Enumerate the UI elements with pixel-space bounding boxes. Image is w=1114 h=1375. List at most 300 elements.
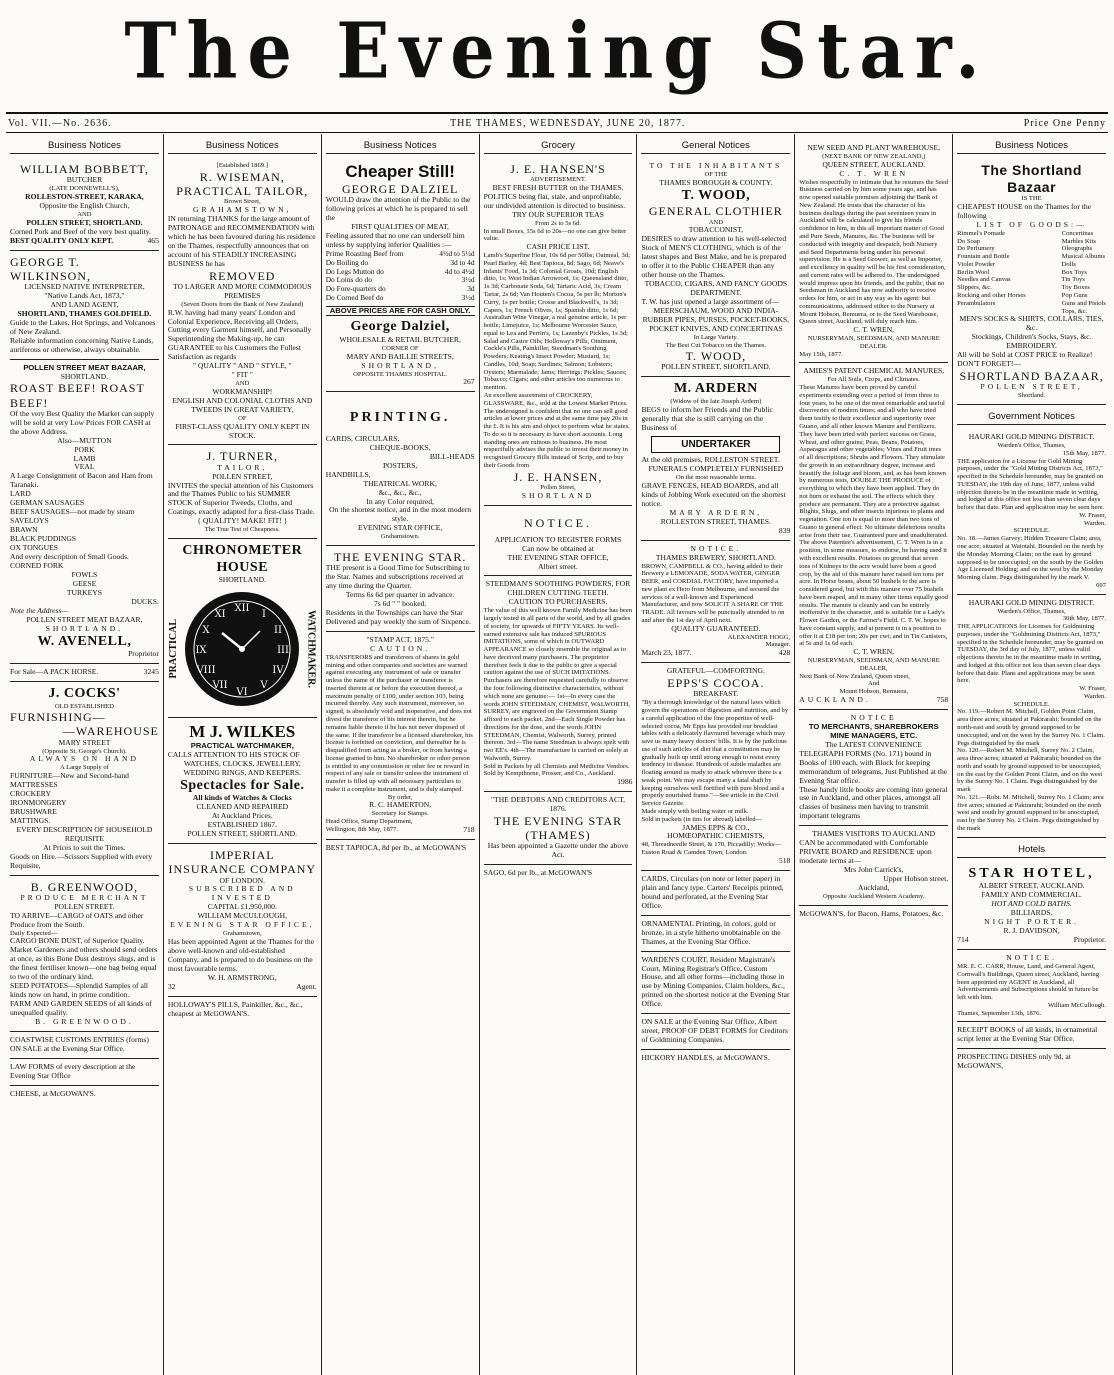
advert-meat-bazaar [10,360,159,665]
advert-sago: SAGO, 6d per lb., at McGOWAN'S [483,868,593,878]
advert-imperial-insurance [168,844,317,997]
advert-title: CHRONOMETER HOUSE [182,543,303,575]
advert-name: GEORGE DALZIEL [341,182,459,197]
quality-line: { QUALITY! MAKE! FIT! } [197,516,288,526]
advert-wiseman [168,158,317,445]
list-item: Toy Boxes [1061,284,1090,292]
advert-line: These handy little books are coming into general use in Auckland, and other places, amongst all classes of business men having to transmit important telegrams [799,784,948,821]
advert-line: By order, [387,793,413,801]
column-5 [637,134,795,1375]
advert-body: These Manures have been proved by careful experiments extending over a period of from three to four years, to be one of the most remarkable and useful discoveries of modern times; and all who have tried them testify to their excellence and superiority over Guano, and all other known Manure and Fertilizers. They have been tried with perfect success on Grass, Wheat, and other grains; Peas, Beans, Potatoes, Asparagus and other vegetables; Vines and Fruit trees of all descriptions; Shrubs and Flowers. They stimulate the growth in an extraordinary degree, increase and beautify the foliage and bloom, and, as has been known by numerous tests, DOUBLE THE PRODUCE of everything to which they have been applied. They do not burn or exhaust the soil. The effects which they produce are permanent. They are a protective against Blights, Slugs, and other insects injurious to plants and vegetation. One ton is equal to more than two tons of Guano in general effect. No ultimate deleterious results arise from their use. Guaranteed pure and unadulterated. The above Patentee's advertisement, C. T. Wren is in a position, in some measure, to endorse, he having used it with excellent results. Potatoes on ground that seven tons of Kidneys to the acre would have been a good crop, by the aid of this manure have raised ten tons per acre. In Horse beans, about 50 bushels to the acre is considered good, but with this manure over 75 bushels have been reaped, and in many other items equally good results. The manure is cleanly and can be entirely inoffensive in the character, and is suitable for a Lady's Flower Garden, or the Farmer's Field. C. T. W. hopes to have constant supply, and at present is in a position to offer it at £18 per ton; 20s per cwt; and in Tin Canisters, at 5s and 1s 6d each. [799,384,948,648]
advert-line: OLD ESTABLISHED [54,702,114,710]
advert-name: M. ARDERN [673,381,758,397]
list-item: THEATRICAL WORK, [363,478,437,488]
advert-line: WATCHMAKER. [305,610,317,688]
advert-signature: C. T. WREN, [853,647,895,657]
advert-line: Auckland, [858,883,890,893]
svg-text:XII: XII [234,603,250,615]
advert-line: SHORTLAND. [60,371,109,381]
advert-line: FAMILY AND COMMERCIAL. [981,890,1082,900]
advert-name: STAR HOTEL, [968,865,1095,881]
list-item: TURKEYS [66,587,102,597]
advert-title: NOTICE. [524,515,592,530]
advert-line: GRAVE FENCES, HEAD BOARDS, and all kinds of Jobbing Work executed on the shortest notice. [641,481,786,508]
advert-number: 32 [167,981,176,991]
advert-line: (NEXT BANK OF NEW ZEALAND,) [822,152,926,160]
advert-name: WILLIAM McCULLOUGH, [197,911,287,921]
column-3 [322,134,480,1375]
advert-line: Daily Expected— [10,929,58,937]
advert-line: Sold in packets (in tins for abroad) labelled— [641,815,763,823]
advert-line: BILLIARDS. [1010,908,1053,918]
list-item: Also—MUTTON [57,435,112,445]
advert-line: MARY AND BAILLIE STREETS, [346,351,454,361]
advert-line: Made simply with boiling water or milk. [641,807,749,815]
advert-title: NEW SEED AND PLANT WAREHOUSE, [807,143,941,152]
advert-line: POLLEN STREET MEAT BAZAAR, [26,614,143,624]
advert-line: Warden. [1084,519,1107,527]
advert-line: WOULD draw the attention of the Public to the following prices at which he is prepared to sell the [325,195,471,223]
undertaker-box: UNDERTAKER [651,436,780,454]
advert-number: 758 [936,694,949,704]
advert-line: Upper Hobson street, [883,874,949,884]
advert-line: (LATE DONNEWELL'S), [49,185,120,193]
price: Price One Penny [1023,117,1106,129]
advert-line: QUEEN STREET, AUCKLAND. [822,159,926,169]
advert-line: EVERY DESCRIPTION OF HOUSEHOLD REQUISITE [16,824,153,843]
advert-line: Guide to the Lakes, Hot Springs, and Volcanoes of New Zealand. [10,317,156,336]
advert-wilkinson [10,251,159,360]
advert-hansen [484,158,633,505]
advert-line: LICENSED NATIVE INTERPRETER, [24,281,145,291]
advert-line: SHORTLAND, THAMES GOLDFIELD. [17,308,152,318]
advert-line: TOBACCO, CIGARS, AND FANCY GOODS DEPARTMENT. [644,279,788,297]
advert-line: AND [235,380,250,388]
advert-line: T. W. has just opened a large assortment of— [641,296,780,306]
advert-line: Thames, September 13th, 1876. [957,1009,1042,1017]
advert-line: Grahamstown. [380,533,420,541]
advert-line: Has been appointed Agent at the Thames for the above well-known and old-established Company, and is prepared to do business on the most favourable terms. [167,936,315,973]
list-item: Concertinas [1061,229,1094,237]
advert-line: Market Gardeners and others should send orders at once, as this Bone Dust destroys slugs, and is the finest fertiliser known—one bag being equal to two of the ordinary kind. [10,945,158,982]
advert-line: Opposite the English Church, [39,201,130,211]
advert-proof-of-debt: ON SALE at the Evening Star Office, Albert street, PROOF OF DEBT FORMS for Creditors of Goldmining Companies. [641,1014,790,1050]
advert-line: MARY STREET [58,737,111,747]
advert-trade: PRACTICAL WATCHMAKER, [190,741,294,751]
advert-line: WATCHES, CLOCKS, JEWELLERY, WEDDING RINGS, AND KEEPERS. [183,759,302,777]
svg-text:VIII: VIII [196,665,216,677]
svg-text:IV: IV [272,665,284,677]
advert-line: ABOVE PRICES ARE FOR CASH ONLY. [326,306,475,317]
schedule-item: No. 18.—James Garvey; Hidden Treasure Claim; area, one acre; situated at Waiotahi. Bounded on the north by the Monday Morning Claim; on the east by ground supposed to be unoccupied; on the south by the Golden Age Licensed Holding; and on the west by the Monday Morning claim. Pegs distinguished by the mark V. [957,535,1104,582]
list-item: CROCKERY [10,788,51,798]
goods-list-left [957,230,1026,315]
advert-line: THAMES BOROUGH & COUNTY. [659,177,773,187]
advert-line: SHORTLAND, [361,360,439,370]
advert-trade: TAILOR, [217,462,268,472]
advert-line: DON'T FORGET!— [957,359,1022,369]
advert-title: HAURAKI GOLD MINING DISTRICT. [968,432,1095,442]
advert-line: At the old premises, ROLLESTON STREET. [641,455,780,465]
advert-line: FIRST-CLASS QUALITY ONLY KEPT IN STOCK. [175,421,310,440]
advert-line: THE present is a Good Time for Subscribing to the Star. Names and subscriptions received at any time during the Quarter. [325,563,470,591]
advert-number: 1986 [617,777,633,787]
advert-title: THE EVENING STAR. [333,550,467,565]
advert-line: AND [77,210,92,218]
advert-law-forms: LAW FORMS of every description at the Evening Star Office [10,1059,159,1086]
advert-line: REMOVED [209,268,276,283]
advert-signature: W. H. ARMSTRONG, [207,972,277,982]
advert-line: Spectacles for Sale. [180,777,305,793]
advert-name: J. TURNER, [206,449,279,464]
advert-line: TRY OUR SUPERIOR TEAS [512,209,604,219]
advert-line: DESIRES to draw attention to his well-selected Stock of MEN'S CLOTHING, which is of the latest shapes and Best Make, and he is prepared to offer it to the Public CHEAPER than any other house on the Thames. [641,234,787,280]
advert-steedman [484,576,633,792]
list-item: Musical Albums [1061,253,1106,261]
advert-debtors-act [484,792,633,865]
advert-line: HOMŒOPATHIC CHEMISTS, [667,831,765,841]
advert-number: 718 [463,824,475,834]
advert-line: Stockings, Children's Socks, Stays, &c. [971,332,1092,342]
advert-line: R.W. having had many years' London and Colonial Experience, Receiving all Orders, Cutting every Garment himself, and Personally Superintending the Making-up, he can GUARANTEE to his Customers the Fullest Satisfaction as regards [167,307,312,362]
advert-title: "THE DEBTORS AND CREDITORS ACT, 1876. [490,795,626,814]
advert-body: THE APPLICATIONS for Licenses for Goldmining purposes, under the "Goldmining Districts Act, 1873," specified in the Schedule hereunder, may be granted on TUESDAY, the 3rd day of July, 1877, unless valid objections thereto be in the meantime made in writing, and lodged at this office not less than seven clear days before that date. Plans and applications may be seen here. [957,623,1104,685]
list-item: Needles and Canvas [957,276,1011,284]
price-item: Do Fore-quarters do [325,284,386,294]
advert-line: OF THE [704,171,728,179]
advert-line: CAUTION. [370,643,431,653]
advert-trade: GENERAL CLOTHIER [648,204,783,219]
advert-number: 839 [778,525,791,535]
advert-line: And [868,680,880,688]
advert-register-forms [484,506,633,577]
advert-title: HAURAKI GOLD MINING DISTRICT. [968,597,1095,607]
advert-ornamental-printing: ORNAMENTAL Printing, in colors, gold or bronze, in a style hitherto unobtainable on the Thames, at the Evening Star Office. [641,916,790,952]
advert-line: [Established 1869.] [216,162,268,170]
list-item: BEEF SAUSAGES—not made by steam [10,507,135,517]
advert-dalziel [326,158,475,392]
advert-line: FUNERALS COMPLETELY FURNISHED [648,464,784,474]
list-item: GERMAN SAUSAGES [10,498,85,508]
advert-number: 428 [778,648,791,658]
advert-line: Sold in Packets by all Chemists and Medicine Vendors. [483,762,630,770]
advert-signature: R. C. HAMERTON, [369,800,432,810]
advert-line: Next Bank of New Zealand, Queen street, [799,672,910,680]
column-header: Business Notices [326,140,475,154]
advert-star-hotel [957,862,1106,950]
advert-wilkes [168,718,317,844]
advert-title: NOTICE. [690,543,742,553]
masthead [0,0,1114,100]
advert-title: THAMES VISITORS TO AUCKLAND [812,829,936,839]
proprietor-name: W. AVENELL, [37,633,132,649]
advert-receipt-books: RECEIPT BOOKS of all kinds, in ornamental script letter at the Evening Star Office. [957,1022,1106,1049]
advert-manures [799,363,948,709]
column-7 [953,134,1110,1375]
advert-line: FURNITURE—New and Second-hand [10,771,129,781]
advert-line: CARGO BONE DUST, of Superior Quality. [10,936,145,946]
advert-line: Proprietor [128,649,159,659]
list-item: Marbles Kits [1061,237,1096,245]
advert-name: EPPS'S COCOA. [667,676,765,691]
goods-list [957,230,1106,315]
svg-text:VII: VII [212,680,228,692]
list-item: SAVELOYS [10,516,49,526]
advert-line: The True Test of Cheapness. [204,526,280,534]
advert-turner [168,445,317,539]
svg-text:XI: XI [214,609,226,621]
list-item: CHEQUE-BOOKS, [369,442,431,452]
advert-line: Reliable information concerning Native Lands, auriferous or otherwise, always obtainable. [10,335,154,354]
advert-body: TRANSFERORS and transferees of shares in gold mining and other companies and societies are warned against executing any instrument of sale or transfer unless the name of the purchaser or transferee is inserted therein at or before the execution thereof, a maximum penalty of £100, under section 103, being incurred thereby. Any such instrument, moreover, so signed, is absolutely void and inoperative, and does not divest the transferor of his interest therein, but he remains liable thereto if he has not never disposed of the same. If the transferor be a licensed sharebroker, his license is forfeited on conviction, and thereafter he is disqualified from acting as a broker, or from having a license granted to him. No sharebroker or other person is entitled to any commission or other fee or reward in respect of any sale or transfer unless the instrument of transfer is filled up with all necessary particulars to make it a complete instrument, and is duly stamped. [325,653,473,793]
advert-line: On the shortest notice, and in the most modern style. [329,505,472,524]
advert-wood [641,158,790,377]
advert-line: ROLLESTON STREET, THAMES. [660,516,771,526]
advert-line: THE EVENING STAR OFFICE, [507,552,609,562]
list-item: Rocking and other Horses [957,291,1026,299]
advert-stamp-act [326,632,475,840]
advert-line: Corned Pork and Beef of the very best quality. [10,226,152,236]
advert-body: Wishes respectfully to intimate that he resumes the Seed Business carried on by him some years ago, and has now opened suitable premises adjoining the Bank of New Zealand. He trusts that the character of his business dealings during the past seventeen years in Auckland will be calculated to give his friends confidence in him, in this all important matter of Good and Pure Seeds, Manures, &c. The business will be conducted with integrity and despatch, both Nursery and Seed Departments being under his personal supervision. He is a Seed Grower, as well as Importer, and excellency in quality will be his first consideration, and current rates will be adhered to. The undersigned would impress upon his friends, and the public, that no Seedsman in Auckland has now authority to receive orders for him, or act in any way as his agent: but communications, addressed either to the Nursery at Mount Hobson, Remuera, or to the Seed Warehouse, Queen street, Auckland, will duly reach him. [799,178,949,326]
list-item: Fountain and Bottle [957,253,1010,261]
advert-line: May 15th, 1877. [799,350,843,358]
list-item: BRUSHWARE [10,806,57,816]
advert-body: BROWN, CAMPBELL & CO., having added to their Brewery a LEMONADE, SODA WATER, GINGER BEER, and CORDIAL FACTORY, have imported a new plant ex Hero from Melbourne, and secured the services of a well-known and Experienced Manufacturer, and now SOLICIT A SHARE OF THE TRADE. All favours will be punctually attended to on and after the 1st day of April next. [641,562,785,624]
column-header: Business Notices [957,140,1106,154]
advert-body: MR. E. C. CARR, House, Land, and General Agent, Cornwall's Buildings, Queen street, Auckland, having been appointed my AGENT in Auckland, all Advertisements and Subscriptions should in future be left with him. [957,963,1099,1002]
list-item: HANDBILLS, [325,469,371,479]
schedule-item: No. 120.—Robert M. Mitchell, Surrey No. 2 Claim, area three acres; situated at Pakirarahi; bounded on the north and south by ground supposed to be unoccupied, on the east by the Golden Point Claim, and on the west by the Surrey No. 1 Claim. Pegs distinguished by the mark [957,747,1103,794]
advert-signature: J. E. HANSEN, [513,469,603,484]
advert-line: Can now be obtained at [522,543,594,553]
advert-line: Warden's Office, Thames, [997,442,1066,450]
list-item: FOWLS [71,569,98,579]
advert-line: AND LAND AGENT, [50,299,119,309]
advert-telegraph-forms [799,710,948,826]
advert-hickory: HICKORY HANDLES, at McGOWAN'S. [641,1053,770,1063]
advert-line: At Auckland Prices. [211,811,273,821]
advert-title: NOTICE [850,712,897,722]
list-item: IRONMONGERY [10,797,67,807]
advert-line: Pollen Street, [540,483,576,491]
advert-line: —WAREHOUSE [62,724,159,739]
list-item: Box Toys [1061,268,1087,276]
advert-line: POLLEN STREET, SHORTLAND. [187,829,298,839]
advert-line: Goods on Hire.—Scissors Supplied with every Requisite, [10,851,153,870]
advert-line: TO LARGER AND MORE COMMODIOUS PREMISES [172,281,312,300]
advert-line: ENGLISH AND COLONIAL CLOTHS AND TWEEDS IN GREAT VARIETY, [172,395,313,414]
advert-line: Albert street. [538,561,578,571]
advert-footer [957,936,1106,945]
advert-line: From 2s to 5s 6d. [535,219,581,227]
advert-signature: W. Fraser, [1079,685,1107,693]
advert-line: QUALITY GUARANTEED. [671,623,761,633]
advert-line: CAUTION TO PURCHASERS. [508,597,608,607]
advert-name: George Dalziel, [350,319,450,335]
list-item: Pop Guns [1061,291,1088,299]
advert-customs-entries: COASTWISE CUSTOMS ENTRIES (forms) ON SALE at the Evening Star Office. [10,1032,159,1059]
advert-name: J. E. HANSEN'S [510,162,606,177]
list-item: Slippers, &c. [957,284,992,292]
advert-title: The Shortland Bazaar [981,162,1082,195]
advert-line: A Large Consignment of Bacon and Ham from Taranaki. [10,471,153,490]
advert-title: PRINTING. [349,410,451,426]
advert-line: WORKMANSHIP! [212,386,273,396]
advert-line: MAKE! [241,516,266,526]
advert-line: AND [708,218,724,226]
advert-line: FIT! [267,516,282,526]
column-1 [6,134,164,1375]
advert-line: Agent. [296,981,317,991]
advert-footer [10,237,159,246]
column-header: Business Notices [10,140,159,154]
advert-signature: ALEXANDER HOGG, [727,633,791,641]
advert-title: GRATEFUL—COMFORTING. [666,666,765,676]
advert-cheese: CHEESE, at McGOWAN'S. [10,1088,96,1098]
advert-title: Cheaper Still! [345,162,455,182]
list-item: MATTINGS. [10,815,51,825]
advert-cards: CARDS, Circulars (on note or letter paper) in plain and fancy type. Carters' Receipts printed, bound and perforated, at the Evening Star Office. [641,871,790,916]
advert-number: 3245 [143,667,159,677]
advert-line: On the most reasonable terms. [675,474,756,482]
section-header: Hotels [957,844,1106,858]
advert-shortland-bazaar [957,158,1106,405]
advert-signature: B. GREENWOOD. [35,1016,134,1026]
advert-epps-cocoa [641,663,790,871]
advert-title: STEEDMAN'S SOOTHING POWDERS, FOR CHILDREN CUTTING TEETH. [485,579,631,598]
advert-line: CAPITAL £1,950,000. [207,902,277,912]
advert-line: Warden's Office, Thames, [997,607,1066,615]
advert-line: Residents in the Townships can have the Star Delivered and pay weekly the sum of Sixpence. [325,608,471,626]
column-header: Business Notices [168,140,317,154]
advert-line: "Native Lands Act, 1873," [44,290,125,300]
advert-line: 30th May, 1877. [1062,615,1107,623]
advert-line: Proprietor. [1073,935,1107,945]
advert-number: 697 [1096,581,1107,589]
list-item: Dolls [1061,260,1076,268]
advert-line: NIGHT PORTER. [984,917,1080,927]
section-header: Government Notices [957,411,1106,425]
item-list [10,562,159,607]
advert-greenwood [10,876,159,1032]
list-item: Berlin Wool [957,268,990,276]
advert-line: All will be Sold at COST PRICE to Realize! [957,350,1093,360]
advert-name: GEORGE T. WILKINSON, [10,254,91,283]
item-list [10,437,159,473]
advert-line: BEST FRESH BUTTER on the THAMES. [492,183,624,193]
advert-line: (Widow of the late Joseph Ardern) [670,397,762,405]
advert-line: SHORTLAND. [218,575,266,585]
column-6 [795,134,953,1375]
advert-line: OPPOSITE THAMES HOSPITAL. [353,370,448,378]
advert-line: Terms 6s 6d per quarter in advance. [345,590,455,600]
advert-line: EMBROIDERY. [1006,341,1057,351]
advert-name: C. T. WREN [839,168,909,178]
advert-line: A Large Supply of [60,764,109,772]
advert-thames-visitors [799,826,948,905]
advert-line: THAMES BREWERY, SHORTLAND. [655,552,776,562]
advert-line: SHORTLAND BAZAAR, [959,369,1104,383]
list-item: BRAWN [10,525,38,535]
advert-body: "By a thorough knowledge of the natural laws which govern the operations of digestion and nutrition, and by a careful application of the fine properties of well-selected cocoa, Mr Epps has provided our breakfast tables with a delicately flavoured beverage which may save us many heavy doctors' bills. It is by the judicious use of such articles of diet that a constitution may be gradually built up until strong enough to resist every tendency to disease. Hundreds of subtle maladies are floating around us ready to attack wherever there is a weak point. We may escape many a fatal shaft by keeping ourselves well fortified with pure blood and a properly nourished frame."—See article in the Civil Service Gazette. [641,699,789,808]
svg-text:III: III [277,645,290,657]
advert-number: 714 [957,935,969,945]
notice-hauraki-1 [957,429,1106,595]
advert-line: THE EVENING STAR (THAMES) [493,814,623,843]
advert-trade: TOBACCONIST, [688,225,744,235]
advert-name: B. GREENWOOD, [30,879,139,894]
advert-line: EVENING STAR OFFICE, [357,523,443,533]
advert-line: CORNER OF [381,344,419,352]
notice-hauraki-2 [957,595,1106,838]
price-value: 3½d [461,292,475,302]
advert-line: ESTABLISHED 1867. [207,820,277,830]
advert-line: BEGS to inform her Friends and the Public generally that she is still carrying on the Business of [641,404,773,432]
advert-line: POLLEN STREET, SHORTLAND. [26,217,143,227]
advert-line: Feeling assured that no one can undersell him unless by supplying inferior Qualities :— [325,231,465,250]
advert-line: For Sale—A PACK HORSE. [10,667,99,677]
list-item: Do Perfumery [957,245,995,253]
list-item: Do Soap [957,237,981,245]
advert-body: THE application for a License for Gold Mining purposes, under the "Gold Mining Districts Act, 1873," specified in the Schedule hereunder, may be granted on TUESDAY, the 19th day of June, 1877, unless valid objection thereto be in the meantime made in writing, and lodged at this office not less than seven clear days before that date. Plan and application may be seen here. [957,457,1105,512]
item-list [10,781,159,826]
advert-footer [168,983,317,992]
place-date: THE THAMES, WEDNESDAY, JUNE 20, 1877. [450,117,686,129]
dateline [6,112,1108,133]
advert-line: Grahamstown, [222,930,262,938]
advert-line: ROAST BEEF! ROAST BEEF! [10,381,145,410]
volume-number: Vol. VII.—No. 2636. [8,117,112,129]
advert-line: Of the very Best Quality the Market can supply will be sold at very Low Prices FOR CASH at the above Address. [10,408,155,436]
advert-line: APPLICATION TO REGISTER FORMS [494,534,622,544]
svg-text:II: II [274,625,283,637]
list-item: BLACK PUDDINGS [10,534,77,544]
advert-line: MEERSCHAUM, WOOD AND INDIA-RUBBER PIPES, PURSES, POCKET-BOOKS, POCKET KNIVES, AND CONCERTINAS [642,305,790,333]
list-item: Tops, &c. [1061,307,1088,315]
advert-ardern [641,377,790,540]
list-item: Tin Toys [1061,276,1085,284]
advert-line: EVENING STAR OFFICE, [170,920,315,930]
advert-footer [326,826,475,835]
price-item: Do Loins do do [325,275,372,285]
list-item: OX TONGUES [10,543,59,553]
advert-line: PRACTICAL [167,619,179,679]
advert-line: AUCKLAND. [799,694,871,704]
advert-title: POLLEN STREET MEAT BAZAAR, [23,362,146,372]
advert-brewery [641,541,790,663]
advert-line: (Opposite St. George's Church). [42,747,127,755]
advert-line: LIST OF GOODS:— [976,219,1087,229]
price-value: 3d [467,284,475,294]
goods-list-right [1062,230,1106,315]
price-value: 4½d to 5½d [439,249,475,259]
advert-line: SUBSCRIBED AND INVESTED [188,884,296,903]
advert-line: OF LONDON. [219,875,266,885]
list-item: BILL-HEADS [429,451,475,461]
advert-line: POLLEN STREET, SHORTLAND. [661,362,771,372]
clock-face-icon [182,589,302,709]
advert-holloway: HOLLOWAY'S PILLS, Painkiller, &c., &c., cheapest at McGOWAN'S. [167,999,303,1018]
columns [6,134,1110,1375]
advert-line: SHORTLAND [521,490,595,500]
advert-line: Mount Hobson, Remuera, [839,688,908,696]
advert-signature: T. WOOD, [685,349,747,364]
price-row [326,294,475,303]
advert-line: QUALITY! [202,516,240,526]
column-header: General Notices [641,140,790,154]
svg-text:V: V [260,680,268,692]
advert-mcgowan-bacon: McGOWAN'S, for Bacon, Hams, Potatoes, &c. [799,908,944,918]
